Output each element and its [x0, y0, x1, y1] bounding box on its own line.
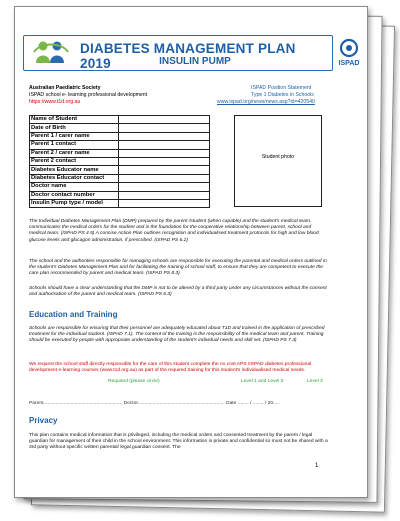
- field-label: Name of Student: [30, 116, 119, 124]
- field-value[interactable]: [119, 199, 210, 207]
- aps-description: ISPAD school e- learning professional development: [29, 92, 148, 98]
- field-value[interactable]: [119, 174, 210, 182]
- page-subtitle: INSULIN PUMP: [159, 56, 231, 67]
- field-label: Doctor contact number: [30, 191, 119, 199]
- field-label: Parent 1 contact: [30, 141, 119, 149]
- field-label: Parent 1 / carer name: [30, 132, 119, 140]
- field-value[interactable]: [119, 124, 210, 132]
- ispad-logo-icon: [331, 37, 367, 67]
- field-label: Parent 2 / carer name: [30, 149, 119, 157]
- field-value[interactable]: [119, 149, 210, 157]
- field-label: Parent 2 contact: [30, 157, 119, 165]
- table-row: [30, 183, 210, 191]
- student-photo-box[interactable]: [234, 115, 322, 207]
- signature-line[interactable]: Parent.......................................................... Doctor................................................................ Date ........ / ........ / 20.....: [29, 401, 280, 406]
- privacy-paragraph: This plan contains medical information that is privileged, including the medical orders and consented treatment by the parent / legal guardian for management of their child in the school environment. This information is private and confidential so must not be shared with a 3rd party without specific written parental/ legal guardian consent. The: [29, 433, 328, 451]
- education-heading: Education and Training: [29, 310, 118, 319]
- required-label: Required (please circle): [108, 379, 160, 384]
- dmp-paragraph: The Individual Diabetes Management Plan (DMP) prepared by the parent /student (when capable) and the student's medical team, communicates the medical orders for the student and is the foundation for the cooperative relationship between parent, school and medical team. (ISPAD PS 4.5) A concise Action Plan outlines recognition and individualised treatment protocols for high and low blood glucose levels and glucagon administration, if prescribed. (ISPAD PS 6.2): [29, 219, 319, 243]
- ispad-line-1: ISPAD Position Statement: [251, 85, 312, 91]
- field-label: Doctor name: [30, 183, 119, 191]
- level-3-option[interactable]: Level 3: [307, 379, 323, 384]
- field-value[interactable]: [119, 141, 210, 149]
- table-row: [30, 191, 210, 199]
- table-row: [30, 132, 210, 140]
- table-row: [30, 116, 210, 124]
- field-value[interactable]: [119, 183, 210, 191]
- front-page: [14, 6, 368, 498]
- ispad-link[interactable]: www.ispad.org/news/news.asp?id=420540: [217, 99, 315, 105]
- field-value[interactable]: [119, 132, 210, 140]
- student-photo-label: Student photo: [261, 154, 295, 160]
- table-row: [30, 149, 210, 157]
- student-info-table: [29, 115, 210, 208]
- table-row: [30, 141, 210, 149]
- field-label: Diabetes Educator name: [30, 166, 119, 174]
- field-value[interactable]: [119, 116, 210, 124]
- aps-link[interactable]: https://www.t1d.org.au: [29, 99, 81, 105]
- training-request-text: We request the school staff directly responsible for the care of this student complete the no cost APS /ISPAD diabetes professional development e-learning courses (www.t1d.org.au) as part of the required training for this student's individualised medical needs.: [29, 362, 312, 374]
- privacy-heading: Privacy: [29, 416, 58, 425]
- field-value[interactable]: [119, 166, 210, 174]
- level-1-2-option[interactable]: Level 1 and Level 2: [241, 379, 284, 384]
- page-number: 1: [315, 463, 319, 469]
- page-title: DIABETES MANAGEMENT PLAN 2019: [80, 41, 296, 71]
- table-row: [30, 124, 210, 132]
- field-label: Date of Birth: [30, 124, 119, 132]
- field-label: Diabetes Educator contact: [30, 174, 119, 182]
- table-row: [30, 174, 210, 182]
- field-value[interactable]: [119, 191, 210, 199]
- table-row: [30, 166, 210, 174]
- table-row: [30, 157, 210, 165]
- title-banner: [23, 35, 333, 71]
- alteration-paragraph: Schools should have a clear understanding that the DMP is not to be altered by a third party under any circumstances without the consent and authorisation of the parent and medical team. (ISPAD PS 6.3): [29, 286, 327, 298]
- field-value[interactable]: [119, 157, 210, 165]
- table-row: [30, 199, 210, 207]
- ispad-logo-text: ISPAD: [338, 60, 360, 67]
- ispad-line-2: Type 1 Diabetes in Schools: [251, 92, 314, 98]
- education-paragraph: Schools are responsible for ensuring that their personnel are adequately educated about T1D and trained in the application of prescribed treatment for the individual student. (ISPAD 7.1). The content of the training is the responsibility of the medical team and parent. Training should be executed by people with appropriate understanding of the student's individual needs and skill set. (ISPAD PS 7.3): [29, 326, 325, 344]
- field-label: Insulin Pump type / model: [30, 199, 119, 207]
- aps-logo-icon: [30, 37, 72, 67]
- aps-org-name: Australian Paediatric Society: [29, 85, 101, 91]
- school-responsibility-paragraph: The school and the authorities responsible for managing schools are responsible for executing the parental and medical orders outlined in the student's Diabetes Management Plan and for facilitating the training of school staff, to ensure that they are competent to execute the care plan recommended by parent and medical team. (ISPAD PS 8.3): [29, 259, 327, 277]
